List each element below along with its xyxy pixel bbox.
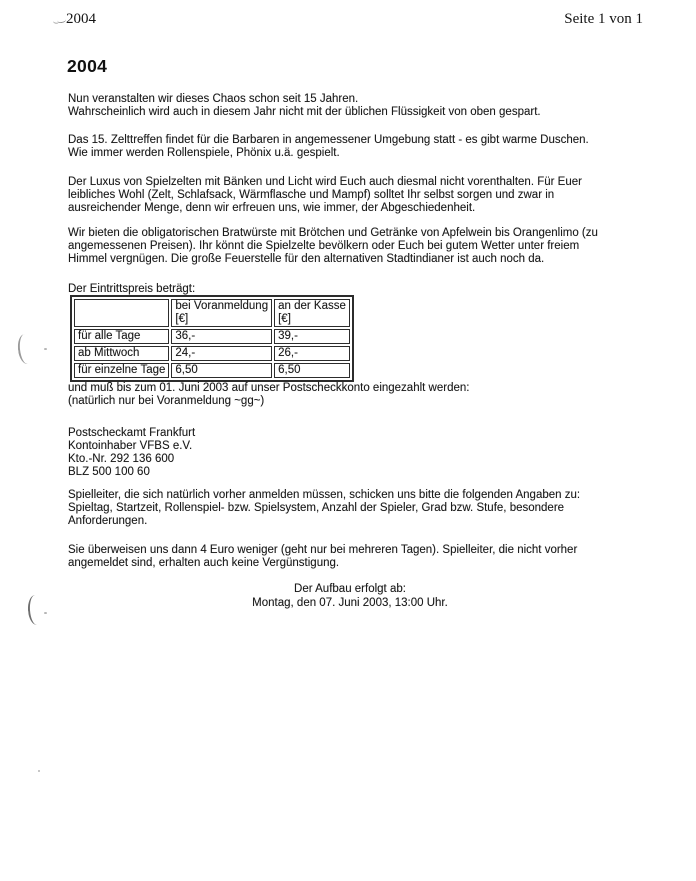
- price-table: [70, 295, 354, 382]
- text-line: BLZ 500 100 60: [68, 466, 150, 478]
- page-title: 2004: [67, 56, 108, 76]
- text-line: Wie immer werden Rollenspiele, Phönix u.ä. gespielt.: [68, 147, 340, 159]
- text-line: und muß bis zum 01. Juni 2003 auf unser Postscheckkonto eingezahlt werden:: [68, 382, 470, 394]
- text-line: Himmel vergnügen. Die große Feuerstelle für den alternativen Stadtindianer ist auch noch da.: [68, 253, 545, 265]
- paragraph-intro: [68, 93, 541, 119]
- text-line: Montag, den 07. Juni 2003, 13:00 Uhr.: [252, 597, 448, 609]
- table-cell: [171, 299, 272, 327]
- bank-details: [68, 427, 195, 479]
- text-line: Spielleiter, die sich natürlich vorher anmelden müssen, schicken uns bitte die folgenden Angaben zu:: [68, 489, 581, 501]
- text-line: leibliches Wohl (Zelt, Schlafsack, Wärmflasche und Mampf) solltet Ihr selbst sorgen und zwar in: [68, 189, 555, 201]
- text-line: Postscheckamt Frankfurt: [68, 427, 196, 439]
- text-line: (natürlich nur bei Voranmeldung ~gg~): [68, 395, 265, 407]
- text-line: Wahrscheinlich wird auch in diesem Jahr nicht mit der üblichen Flüssigkeit von oben gespart.: [68, 106, 541, 118]
- text-line: angemessenen Preisen). Ihr könnt die Spielzelte bevölkern oder Euch bei gutem Wetter unter freiem: [68, 240, 580, 252]
- column-label: bei Voranmeldung: [175, 300, 269, 312]
- table-cell: für alle Tage: [74, 329, 169, 344]
- table-cell: [274, 299, 350, 327]
- text-line: ausreichender Menge, denn wir erfreuen uns, wie immer, der Abgeschiedenheit.: [68, 202, 476, 214]
- text-line: Kontoinhaber VFBS e.V.: [68, 440, 193, 452]
- text-line: Spieltag, Startzeit, Rollenspiel- bzw. Spielsystem, Anzahl der Spieler, Grad bzw. Stufe, besondere: [68, 502, 565, 514]
- text-line: Kto.-Nr. 292 136 600: [68, 453, 175, 465]
- text-line: Der Aufbau erfolgt ab:: [294, 583, 406, 595]
- table-cell: [74, 299, 169, 327]
- text-line: Sie überweisen uns dann 4 Euro weniger (geht nur bei mehreren Tagen). Spielleiter, die nicht vorher: [68, 544, 578, 556]
- payment-note: [68, 382, 469, 408]
- scan-artifact-arc: [27, 594, 45, 625]
- text-line: Das 15. Zelttreffen findet für die Barbaren in angemessener Umgebung statt - es gibt warme Duschen.: [68, 134, 589, 146]
- table-cell: für einzelne Tage: [74, 363, 169, 378]
- column-unit: [€]: [175, 313, 189, 325]
- paragraph-discount: [68, 544, 577, 570]
- table-cell: 6,50: [171, 363, 272, 378]
- table-cell: 39,-: [274, 329, 350, 344]
- scan-artifact-squiggle: [57, 16, 67, 23]
- price-table-caption: Der Eintrittspreis beträgt:: [68, 283, 196, 295]
- scan-artifact-speck: [44, 348, 47, 350]
- paragraph-spielleiter: [68, 489, 580, 528]
- scan-artifact-speck: [44, 612, 47, 614]
- print-header-left: 2004: [66, 11, 96, 27]
- scan-artifact-speck: [38, 770, 40, 772]
- table-cell: 24,-: [171, 346, 272, 361]
- text-line: angemeldet sind, erhalten auch keine Vergünstigung.: [68, 557, 340, 569]
- table-header-row: [74, 299, 350, 327]
- aufbau-block: [65, 582, 635, 610]
- table-cell: 6,50: [274, 363, 350, 378]
- text-line: Nun veranstalten wir dieses Chaos schon seit 15 Jahren.: [68, 93, 359, 105]
- table-row: [74, 346, 350, 361]
- paragraph-luxus: [68, 176, 582, 215]
- text-line: Der Luxus von Spielzelten mit Bänken und Licht wird Euch auch diesmal nicht vorenthalten. Für Euer: [68, 176, 582, 188]
- table-cell: ab Mittwoch: [74, 346, 169, 361]
- text-line: Anforderungen.: [68, 515, 148, 527]
- table-cell: 36,-: [171, 329, 272, 344]
- table-row: [74, 329, 350, 344]
- table-row: [74, 363, 350, 378]
- scan-artifact-arc: [16, 333, 35, 365]
- print-header-right: Seite 1 von 1: [564, 11, 643, 27]
- column-unit: [€]: [278, 313, 291, 325]
- text-line: Wir bieten die obligatorischen Bratwürste mit Brötchen und Getränke von Apfelwein bis Orangenlimo (zu: [68, 227, 598, 239]
- table-cell: 26,-: [274, 346, 350, 361]
- column-label: an der Kasse: [278, 300, 346, 312]
- paragraph-zelttreffen: [68, 134, 589, 160]
- paragraph-angebot: [68, 227, 598, 266]
